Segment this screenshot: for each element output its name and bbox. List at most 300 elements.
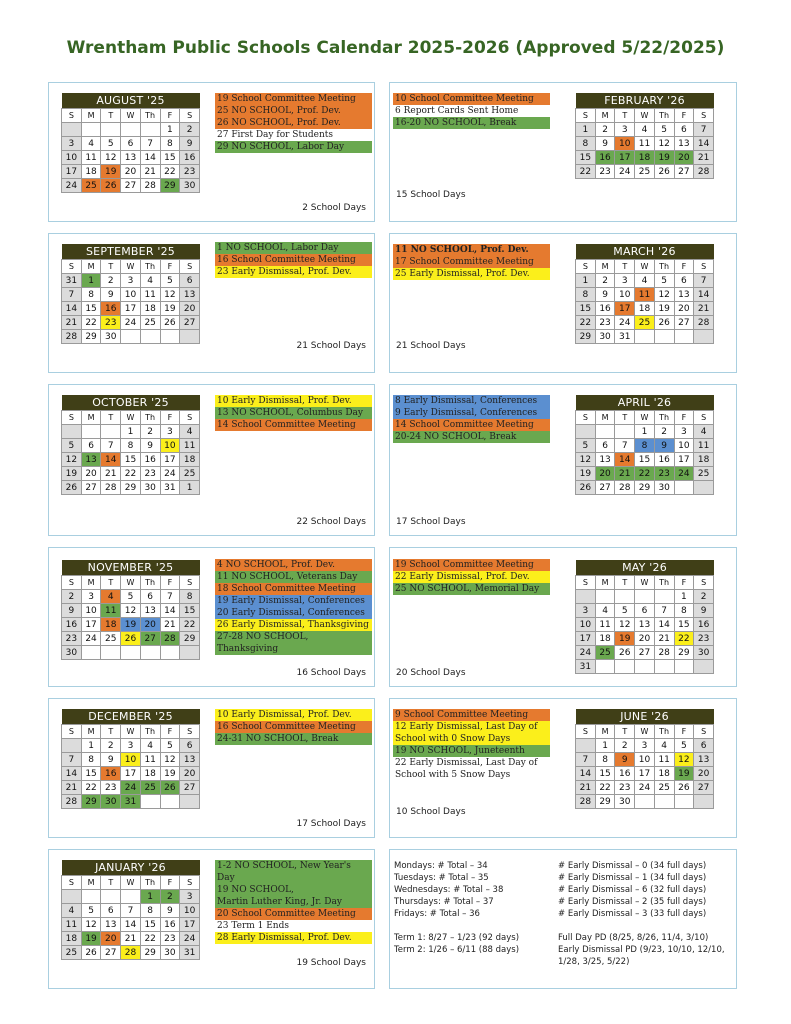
week-row — [62, 932, 200, 946]
day-cell: 30 — [101, 795, 121, 809]
week-row — [576, 646, 714, 660]
weekday-label: W — [635, 260, 655, 274]
day-cell: 22 — [180, 618, 200, 632]
day-cell: 17 — [62, 165, 82, 179]
month-panel-june — [389, 698, 737, 838]
week-row — [576, 425, 714, 439]
weekday-label: S — [62, 576, 82, 590]
weekday-label: M — [595, 576, 615, 590]
weekday-label: W — [121, 109, 141, 123]
event-item: School with 5 Snow Days — [395, 770, 511, 780]
week-row — [576, 330, 714, 344]
day-cell — [121, 646, 141, 660]
day-cell: 30 — [615, 795, 635, 809]
calendar-june — [575, 709, 714, 809]
weekday-label: F — [674, 411, 694, 425]
day-cell: 8 — [140, 904, 160, 918]
day-cell: 6 — [674, 123, 694, 137]
day-cell — [81, 646, 101, 660]
day-cell: 29 — [81, 795, 101, 809]
day-cell: 21 — [101, 467, 121, 481]
day-cell: 18 — [140, 302, 160, 316]
day-cell: 4 — [140, 274, 160, 288]
day-cell: 3 — [121, 274, 141, 288]
month-panel-may — [389, 547, 737, 687]
day-cell: 20 — [635, 632, 655, 646]
event-item: 14 School Committee Meeting — [215, 419, 372, 431]
events-march — [393, 244, 550, 280]
event-item: 18 School Committee Meeting — [215, 583, 372, 595]
weekday-label: F — [674, 260, 694, 274]
day-cell: 6 — [101, 904, 121, 918]
day-cell: 27 — [674, 165, 694, 179]
day-cell: 23 — [140, 467, 160, 481]
week-row — [576, 590, 714, 604]
day-cell: 28 — [576, 795, 596, 809]
weekday-label: M — [81, 411, 101, 425]
day-cell: 29 — [140, 946, 160, 960]
day-cell: 9 — [654, 439, 674, 453]
calendar-december — [61, 709, 200, 809]
day-cell: 27 — [81, 481, 101, 495]
summary-line: Thursdays: # Total – 37 — [394, 897, 494, 907]
day-cell: 4 — [140, 739, 160, 753]
weekday-label: T — [615, 260, 635, 274]
event-item: 1 NO SCHOOL, Labor Day — [215, 242, 372, 254]
event-item: 22 Early Dismissal, Last Day of — [395, 758, 538, 768]
day-cell: 4 — [101, 590, 121, 604]
day-cell — [160, 795, 180, 809]
day-cell: 19 — [576, 467, 596, 481]
week-row — [62, 439, 200, 453]
day-cell: 18 — [635, 302, 655, 316]
month-panel-september — [48, 233, 375, 373]
event-item: 25 Early Dismissal, Prof. Dev. — [393, 268, 550, 280]
day-cell: 19 — [121, 618, 141, 632]
day-cell: 26 — [654, 165, 674, 179]
day-cell: 11 — [654, 753, 674, 767]
day-cell: 20 — [121, 165, 141, 179]
day-cell: 22 — [576, 165, 596, 179]
day-cell: 23 — [101, 316, 121, 330]
day-cell: 14 — [160, 604, 180, 618]
weekday-label: W — [635, 109, 655, 123]
day-cell: 28 — [62, 795, 82, 809]
day-cell: 16 — [140, 453, 160, 467]
event-item: 17 School Committee Meeting — [393, 256, 550, 268]
weekday-label: S — [62, 260, 82, 274]
events-june — [393, 709, 550, 781]
day-cell: 19 — [160, 767, 180, 781]
event-item: 22 Early Dismissal, Prof. Dev. — [393, 571, 550, 583]
event-item: 19 NO SCHOOL, Juneteenth — [393, 745, 550, 757]
day-cell — [140, 123, 160, 137]
week-row — [62, 604, 200, 618]
day-cell: 27 — [140, 632, 160, 646]
event-item: 27 First Day for Students — [217, 130, 333, 140]
calendar-january — [61, 860, 200, 960]
summary-line: Tuesdays: # Total – 35 — [394, 873, 489, 883]
day-cell: 11 — [62, 918, 82, 932]
day-cell: 15 — [595, 767, 615, 781]
month-panel-march — [389, 233, 737, 373]
day-cell: 13 — [101, 918, 121, 932]
event-item: 10 Early Dismissal, Prof. Dev. — [215, 395, 372, 407]
day-cell — [635, 330, 655, 344]
day-cell: 2 — [101, 739, 121, 753]
events-april — [393, 395, 550, 443]
weekday-label: T — [101, 260, 121, 274]
week-row — [62, 274, 200, 288]
day-cell: 23 — [615, 781, 635, 795]
day-cell — [595, 660, 615, 674]
month-header-september: SEPTEMBER '25 — [62, 244, 200, 260]
event-item: 20-24 NO SCHOOL, Break — [393, 431, 550, 443]
week-row — [62, 316, 200, 330]
summary-line: Term 2: 1/26 – 6/11 (88 days) — [394, 945, 520, 955]
day-cell: 3 — [576, 604, 596, 618]
day-cell: 29 — [674, 646, 694, 660]
day-cell: 27 — [180, 781, 200, 795]
day-cell: 28 — [62, 330, 82, 344]
day-cell — [180, 646, 200, 660]
day-cell: 11 — [180, 439, 200, 453]
day-cell — [694, 330, 714, 344]
day-cell: 27 — [694, 781, 714, 795]
day-cell: 15 — [81, 767, 101, 781]
week-row — [62, 453, 200, 467]
day-cell: 14 — [694, 137, 714, 151]
weekday-label: F — [674, 576, 694, 590]
day-cell: 3 — [635, 739, 655, 753]
summary-day-totals — [394, 860, 554, 956]
day-cell: 4 — [635, 123, 655, 137]
day-cell: 23 — [62, 632, 82, 646]
day-cell — [160, 330, 180, 344]
week-row — [62, 795, 200, 809]
summary-line: Term 1: 8/27 – 1/23 (92 days) — [394, 933, 520, 943]
weekday-label: F — [674, 109, 694, 123]
event-item: 16 School Committee Meeting — [215, 721, 372, 733]
day-cell — [101, 123, 121, 137]
week-row — [576, 439, 714, 453]
day-cell: 12 — [615, 618, 635, 632]
weekday-label: S — [180, 109, 200, 123]
event-item: 23 Term 1 Ends — [217, 921, 289, 931]
weekday-label: S — [694, 725, 714, 739]
day-cell: 31 — [576, 660, 596, 674]
weekday-label: S — [62, 109, 82, 123]
day-cell: 18 — [635, 151, 655, 165]
event-item: 20 School Committee Meeting — [215, 908, 372, 920]
day-cell: 21 — [62, 316, 82, 330]
day-cell: 29 — [121, 481, 141, 495]
weekday-label: T — [101, 109, 121, 123]
day-cell: 9 — [101, 288, 121, 302]
day-cell: 29 — [180, 632, 200, 646]
day-cell: 12 — [62, 453, 82, 467]
day-cell: 26 — [121, 632, 141, 646]
day-cell: 4 — [180, 425, 200, 439]
weekday-label: S — [694, 576, 714, 590]
day-cell: 15 — [576, 151, 596, 165]
day-cell: 11 — [101, 604, 121, 618]
weekday-label: S — [180, 411, 200, 425]
event-item: 29 NO SCHOOL, Labor Day — [215, 141, 372, 153]
day-cell: 22 — [576, 316, 596, 330]
day-cell — [674, 330, 694, 344]
weekday-label: M — [81, 260, 101, 274]
day-cell: 5 — [62, 439, 82, 453]
weekday-label: F — [160, 576, 180, 590]
weekday-label: M — [595, 411, 615, 425]
day-cell: 20 — [81, 467, 101, 481]
day-cell: 17 — [615, 302, 635, 316]
weekday-label: W — [121, 725, 141, 739]
event-item: 9 Early Dismissal, Conferences — [393, 407, 550, 419]
day-cell — [180, 795, 200, 809]
day-cell: 9 — [101, 753, 121, 767]
week-row — [576, 151, 714, 165]
weekday-row — [576, 576, 714, 590]
week-row — [62, 151, 200, 165]
day-cell: 10 — [576, 618, 596, 632]
day-cell: 6 — [674, 274, 694, 288]
day-cell: 1 — [674, 590, 694, 604]
day-cell: 5 — [674, 739, 694, 753]
day-cell: 29 — [595, 795, 615, 809]
event-item: 19 NO SCHOOL, — [215, 884, 372, 896]
day-cell: 2 — [595, 274, 615, 288]
day-cell: 20 — [101, 932, 121, 946]
day-cell: 5 — [615, 604, 635, 618]
day-cell: 16 — [654, 453, 674, 467]
day-cell: 10 — [674, 439, 694, 453]
day-cell: 10 — [180, 904, 200, 918]
week-row — [576, 288, 714, 302]
day-cell: 12 — [160, 753, 180, 767]
day-cell — [140, 646, 160, 660]
month-panel-august — [48, 82, 375, 222]
day-cell — [674, 660, 694, 674]
weekday-label: Th — [140, 725, 160, 739]
day-cell: 17 — [615, 151, 635, 165]
event-item: 24-31 NO SCHOOL, Break — [215, 733, 372, 745]
day-cell: 16 — [62, 618, 82, 632]
day-cell: 24 — [180, 932, 200, 946]
day-cell: 26 — [81, 946, 101, 960]
day-cell: 7 — [615, 439, 635, 453]
week-row — [62, 753, 200, 767]
calendar-march — [575, 244, 714, 344]
day-cell: 1 — [635, 425, 655, 439]
day-cell: 18 — [140, 767, 160, 781]
day-cell: 21 — [694, 302, 714, 316]
day-cell: 2 — [101, 274, 121, 288]
weekday-label: T — [615, 576, 635, 590]
event-item: 26 Early Dismissal, Thanksgiving — [215, 619, 372, 631]
weekday-label: W — [635, 725, 655, 739]
event-item: 26 NO SCHOOL, Prof. Dev. — [215, 117, 372, 129]
day-cell — [160, 646, 180, 660]
summary-line: # Early Dismissal – 1 (34 full days) — [558, 873, 707, 883]
day-cell: 25 — [635, 165, 655, 179]
day-cell — [101, 890, 121, 904]
week-row — [62, 330, 200, 344]
day-cell: 4 — [81, 137, 101, 151]
day-cell: 14 — [654, 618, 674, 632]
day-cell: 22 — [121, 467, 141, 481]
summary-line — [558, 920, 736, 932]
day-cell: 20 — [674, 151, 694, 165]
day-cell: 27 — [121, 179, 141, 193]
day-cell — [101, 646, 121, 660]
day-cell: 1 — [180, 481, 200, 495]
day-cell — [654, 590, 674, 604]
day-cell: 17 — [121, 302, 141, 316]
day-cell: 26 — [615, 646, 635, 660]
day-cell: 30 — [654, 481, 674, 495]
day-cell: 24 — [121, 316, 141, 330]
week-row — [576, 467, 714, 481]
calendar-november — [61, 560, 200, 660]
day-cell: 5 — [101, 137, 121, 151]
day-cell: 25 — [62, 946, 82, 960]
day-cell: 25 — [81, 179, 101, 193]
day-cell: 12 — [576, 453, 596, 467]
day-cell: 7 — [62, 753, 82, 767]
day-cell — [62, 890, 82, 904]
summary-line: # Early Dismissal – 0 (34 full days) — [558, 861, 707, 871]
day-cell: 13 — [635, 618, 655, 632]
day-cell: 6 — [121, 137, 141, 151]
day-cell — [121, 890, 141, 904]
day-cell: 28 — [160, 632, 180, 646]
day-cell: 3 — [121, 739, 141, 753]
week-row — [62, 946, 200, 960]
day-cell: 18 — [62, 932, 82, 946]
day-cell: 28 — [101, 481, 121, 495]
day-cell: 8 — [576, 288, 596, 302]
day-cell: 3 — [62, 137, 82, 151]
week-row — [576, 660, 714, 674]
day-cell — [121, 123, 141, 137]
day-cell: 7 — [160, 590, 180, 604]
day-cell: 20 — [595, 467, 615, 481]
day-cell: 21 — [62, 781, 82, 795]
event-item: 16-20 NO SCHOOL, Break — [393, 117, 550, 129]
day-cell: 11 — [595, 618, 615, 632]
weekday-label: T — [101, 725, 121, 739]
weekday-label: S — [694, 109, 714, 123]
weekday-label: W — [635, 576, 655, 590]
summary-line: Wednesdays: # Total – 38 — [394, 885, 504, 895]
day-cell: 28 — [694, 165, 714, 179]
weekday-label: S — [576, 109, 596, 123]
weekday-row — [576, 109, 714, 123]
month-header-august: AUGUST '25 — [62, 93, 200, 109]
day-cell: 7 — [654, 604, 674, 618]
event-item: 16 School Committee Meeting — [215, 254, 372, 266]
day-cell: 22 — [81, 316, 101, 330]
day-cell: 24 — [615, 316, 635, 330]
day-cell: 8 — [160, 137, 180, 151]
day-cell: 10 — [635, 753, 655, 767]
day-cell: 21 — [615, 467, 635, 481]
day-cell: 26 — [654, 316, 674, 330]
summary-line: 1/28, 3/25, 5/22) — [558, 957, 630, 967]
weekday-label: S — [180, 876, 200, 890]
day-cell: 16 — [101, 302, 121, 316]
day-cell: 29 — [160, 179, 180, 193]
day-cell: 19 — [81, 932, 101, 946]
day-cell — [674, 795, 694, 809]
event-item: 27-28 NO SCHOOL, Thanksgiving — [215, 631, 372, 655]
day-cell: 17 — [635, 767, 655, 781]
week-row — [576, 753, 714, 767]
day-cell: 27 — [674, 316, 694, 330]
day-cell: 11 — [694, 439, 714, 453]
calendar-may — [575, 560, 714, 674]
day-cell: 13 — [595, 453, 615, 467]
day-cell: 21 — [694, 151, 714, 165]
day-cell — [635, 660, 655, 674]
weekday-label: S — [694, 260, 714, 274]
calendar-august — [61, 93, 200, 193]
events-november — [215, 559, 372, 655]
week-row — [576, 453, 714, 467]
weekday-label: Th — [140, 109, 160, 123]
day-cell: 19 — [160, 302, 180, 316]
day-cell: 3 — [160, 425, 180, 439]
day-cell: 18 — [101, 618, 121, 632]
month-panel-january — [48, 849, 375, 989]
day-cell: 31 — [62, 274, 82, 288]
event-item: 19 School Committee Meeting — [393, 559, 550, 571]
day-cell: 1 — [160, 123, 180, 137]
weekday-label: Th — [654, 260, 674, 274]
day-cell — [694, 660, 714, 674]
day-cell: 8 — [121, 439, 141, 453]
day-cell: 25 — [595, 646, 615, 660]
event-item: 12 Early Dismissal, Last Day of — [393, 721, 550, 733]
week-row — [62, 632, 200, 646]
month-panel-december — [48, 698, 375, 838]
week-row — [62, 890, 200, 904]
day-cell: 6 — [81, 439, 101, 453]
day-cell: 8 — [81, 288, 101, 302]
day-cell — [101, 425, 121, 439]
week-row — [576, 302, 714, 316]
day-cell: 12 — [674, 753, 694, 767]
day-cell: 2 — [654, 425, 674, 439]
day-cell: 30 — [595, 330, 615, 344]
day-cell: 5 — [576, 439, 596, 453]
day-cell: 13 — [81, 453, 101, 467]
day-cell: 1 — [81, 739, 101, 753]
day-cell: 25 — [180, 467, 200, 481]
day-cell: 21 — [576, 781, 596, 795]
day-cell — [635, 590, 655, 604]
events-february — [393, 93, 550, 129]
day-cell: 4 — [595, 604, 615, 618]
summary-line: Early Dismissal PD (9/23, 10/10, 12/10, — [558, 945, 725, 955]
day-cell: 24 — [121, 781, 141, 795]
day-cell: 30 — [62, 646, 82, 660]
day-cell: 13 — [694, 753, 714, 767]
day-cell: 17 — [160, 453, 180, 467]
day-cell: 7 — [62, 288, 82, 302]
